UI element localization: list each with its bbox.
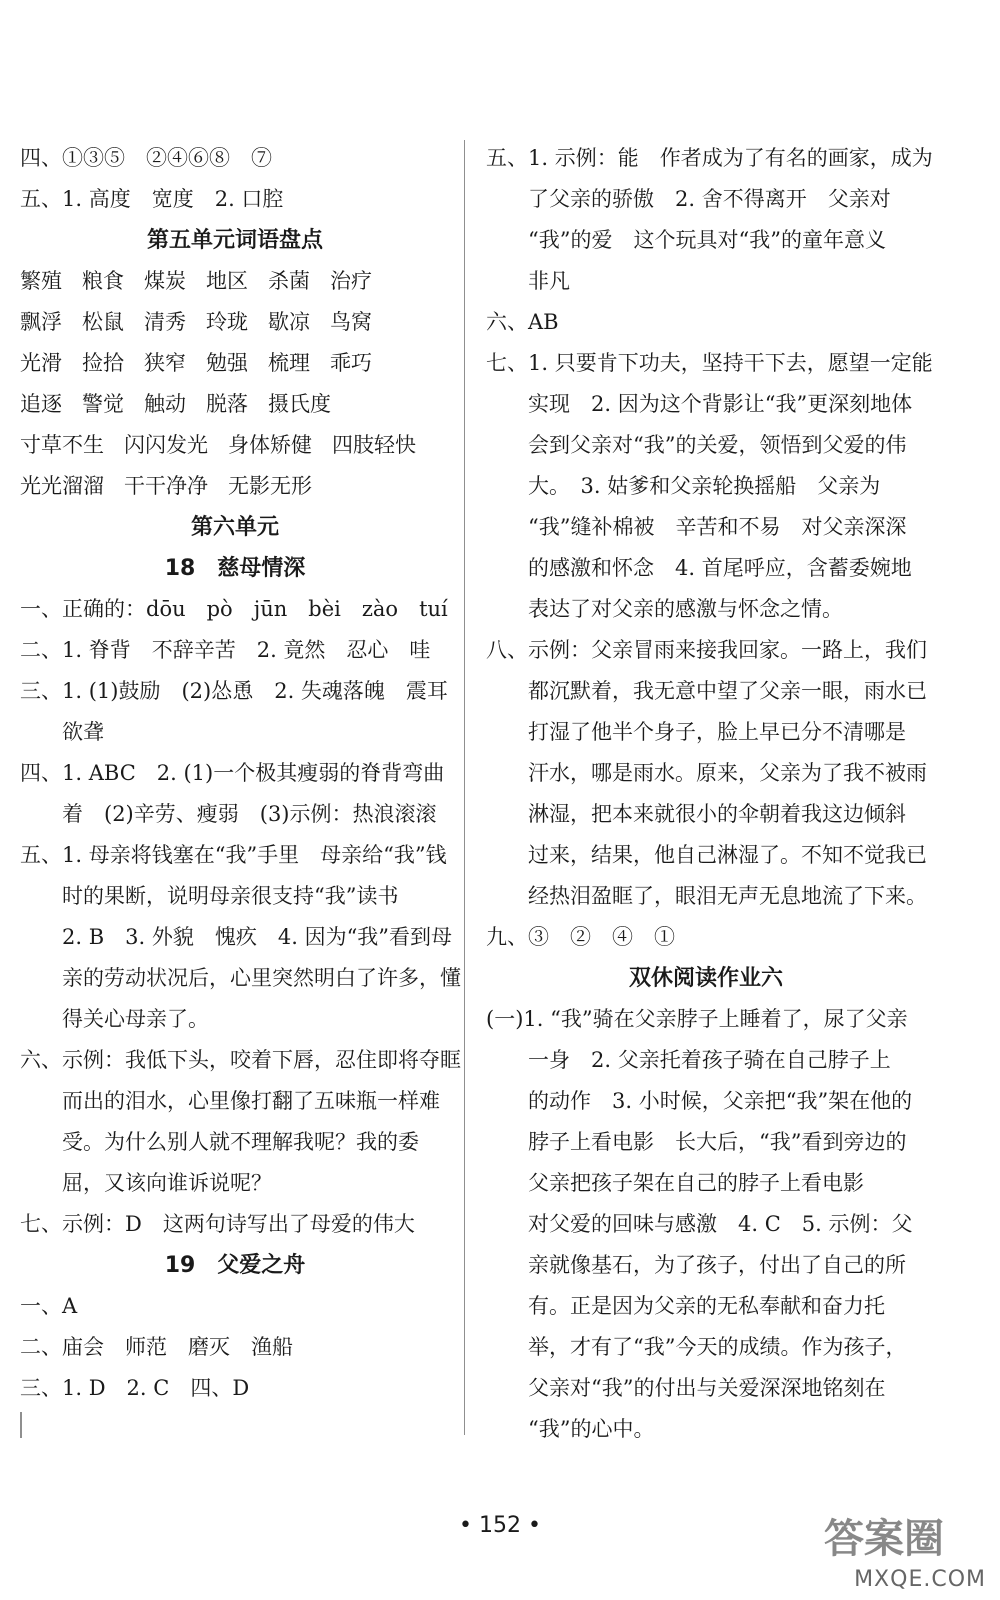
answer-line: 而出的泪水，心里像打翻了五味瓶一样难	[62, 1089, 440, 1113]
answer-line: 受。为什么别人就不理解我呢？我的委	[62, 1130, 419, 1154]
word: 玲珑	[206, 310, 248, 334]
word: 粮食	[82, 269, 124, 293]
answer-line: 时的果断，说明母亲很支持“我”读书	[62, 884, 399, 908]
word: 煤炭	[144, 269, 186, 293]
answer-line: “我”缝补棉被 辛苦和不易 对父亲深深	[528, 515, 907, 539]
left-column	[20, 138, 461, 1409]
column-divider	[464, 140, 465, 1435]
word: 触动	[144, 392, 186, 416]
answer-line: 对父爱的回味与感激 4. C 5. 示例：父	[528, 1212, 913, 1236]
answer-line: 五、1. 高度 宽度 2. 口腔	[20, 187, 284, 211]
word: 追逐	[20, 392, 62, 416]
answer-line: 父亲对“我”的付出与关爱深深地铭刻在	[528, 1376, 886, 1400]
answer-line: 得关心母亲了。	[62, 1007, 209, 1031]
word: 身体矫健	[228, 433, 312, 457]
answer-line: 一、A	[20, 1294, 78, 1318]
word: 梳理	[268, 351, 310, 375]
answer-line: 实现 2. 因为这个背影让“我”更深刻地体	[528, 392, 913, 416]
word: 勉强	[206, 351, 248, 375]
word: 四肢轻快	[332, 433, 416, 457]
answer-line: 二、1. 脊背 不辞辛苦 2. 竟然 忍心 哇	[20, 638, 431, 662]
lesson-heading: 19 父爱之舟	[164, 1253, 306, 1278]
word: 无影无形	[228, 474, 312, 498]
word: 寸草不生	[20, 433, 104, 457]
section-heading: 第五单元词语盘点	[146, 228, 323, 253]
answer-line: 屈，又该向谁诉说呢？	[62, 1171, 272, 1195]
word-row	[20, 384, 450, 425]
answer-line: 淋湿，把本来就很小的伞朝着我这边倾斜	[528, 802, 906, 826]
word: 脱落	[206, 392, 248, 416]
unit-heading: 第六单元	[190, 515, 279, 540]
answer-line: 有。正是因为父亲的无私奉献和奋力托	[528, 1294, 885, 1318]
answer-line: 三、1. D 2. C 四、D	[20, 1376, 250, 1400]
word: 地区	[206, 269, 248, 293]
answer-line: 经热泪盈眶了，眼泪无声无息地流了下来。	[528, 884, 927, 908]
column-divider-short	[20, 1412, 22, 1438]
answer-line: “我”的爱 这个玩具对“我”的童年意义	[528, 228, 886, 252]
answer-line: 2. B 3. 外貌 愧疚 4. 因为“我”看到母	[62, 925, 453, 949]
answer-line: 会到父亲对“我”的关爱，领悟到父爱的伟	[528, 433, 907, 457]
answer-line: 五、1. 母亲将钱塞在“我”手里 母亲给“我”钱	[20, 843, 447, 867]
answer-line: 一、正确的：dōu pò jūn bèi zào tuí	[20, 597, 448, 621]
watermark-logo: 答案圈	[824, 1516, 944, 1562]
answer-line: 三、1. (1)鼓励 (2)怂恿 2. 失魂落魄 震耳	[20, 679, 448, 703]
page-number: • 152 •	[459, 1513, 541, 1538]
answer-line: 二、庙会 师范 磨灭 渔船	[20, 1335, 293, 1359]
word: 乖巧	[330, 351, 372, 375]
word: 松鼠	[82, 310, 124, 334]
answer-line: 七、示例：D 这两句诗写出了母爱的伟大	[20, 1212, 415, 1236]
answer-line: 的感激和怀念 4. 首尾呼应，含蓄委婉地	[528, 556, 912, 580]
word: 捡拾	[82, 351, 124, 375]
right-column	[486, 138, 933, 1450]
word: 警觉	[82, 392, 124, 416]
answer-line: 都沉默着，我无意中望了父亲一眼，雨水已	[528, 679, 927, 703]
word: 杀菌	[268, 269, 310, 293]
word: 光滑	[20, 351, 62, 375]
answer-line: 欲聋	[62, 720, 104, 744]
answer-line: 非凡	[528, 269, 570, 293]
answer-line: (一)1. “我”骑在父亲脖子上睡着了，尿了父亲	[486, 1007, 908, 1031]
answer-line: 着 (2)辛劳、瘦弱 (3)示例：热浪滚滚	[62, 802, 437, 826]
answer-line: 四、①③⑤ ②④⑥⑧ ⑦	[20, 146, 272, 170]
word: 清秀	[144, 310, 186, 334]
word: 干干净净	[124, 474, 208, 498]
answer-line: 八、示例：父亲冒雨来接我回家。一路上，我们	[486, 638, 927, 662]
word: 狭窄	[144, 351, 186, 375]
word: 歇凉	[268, 310, 310, 334]
answer-line: 举，才有了“我”今天的成绩。作为孩子，	[528, 1335, 907, 1359]
answer-line: 了父亲的骄傲 2. 舍不得离开 父亲对	[528, 187, 891, 211]
word: 繁殖	[20, 269, 62, 293]
answer-line: 大。 3. 姑爹和父亲轮换摇船 父亲为	[528, 474, 881, 498]
section-heading: 双休阅读作业六	[628, 966, 783, 991]
answer-line: “我”的心中。	[528, 1417, 655, 1441]
word: 飘浮	[20, 310, 62, 334]
answer-line: 父亲把孩子架在自己的脖子上看电影	[528, 1171, 864, 1195]
word: 鸟窝	[330, 310, 372, 334]
word: 闪闪发光	[124, 433, 208, 457]
answer-line: 过来，结果，他自己淋湿了。不知不觉我已	[528, 843, 927, 867]
answer-line: 六、示例：我低下头，咬着下唇，忍住即将夺眶	[20, 1048, 461, 1072]
word-list	[20, 261, 450, 384]
answer-line: 六、AB	[486, 310, 559, 334]
answer-line: 亲就像基石，为了孩子，付出了自己的所	[528, 1253, 906, 1277]
answer-line: 九、③ ② ④ ①	[486, 925, 675, 949]
answer-line: 亲的劳动状况后，心里突然明白了许多，懂	[62, 966, 461, 990]
word-row	[20, 425, 450, 466]
lesson-heading: 18 慈母情深	[164, 556, 306, 581]
word: 摄氏度	[268, 392, 331, 416]
word: 治疗	[330, 269, 372, 293]
word-row	[20, 466, 450, 507]
answer-line: 七、1. 只要肯下功夫，坚持干下去，愿望一定能	[486, 351, 933, 375]
answer-line: 一身 2. 父亲托着孩子骑在自己脖子上	[528, 1048, 891, 1072]
answer-line: 四、1. ABC 2. (1)一个极其瘦弱的脊背弯曲	[20, 761, 445, 785]
answer-line: 五、1. 示例：能 作者成为了有名的画家，成为	[486, 146, 933, 170]
answer-line: 脖子上看电影 长大后，“我”看到旁边的	[528, 1130, 907, 1154]
answer-line: 的动作 3. 小时候，父亲把“我”架在他的	[528, 1089, 913, 1113]
answer-line: 汗水，哪是雨水。原来，父亲为了我不被雨	[528, 761, 927, 785]
answer-line: 表达了对父亲的感激与怀念之情。	[528, 597, 843, 621]
word: 光光溜溜	[20, 474, 104, 498]
answer-line: 打湿了他半个身子，脸上早已分不清哪是	[528, 720, 906, 744]
watermark-url: MXQE.COM	[854, 1567, 986, 1592]
